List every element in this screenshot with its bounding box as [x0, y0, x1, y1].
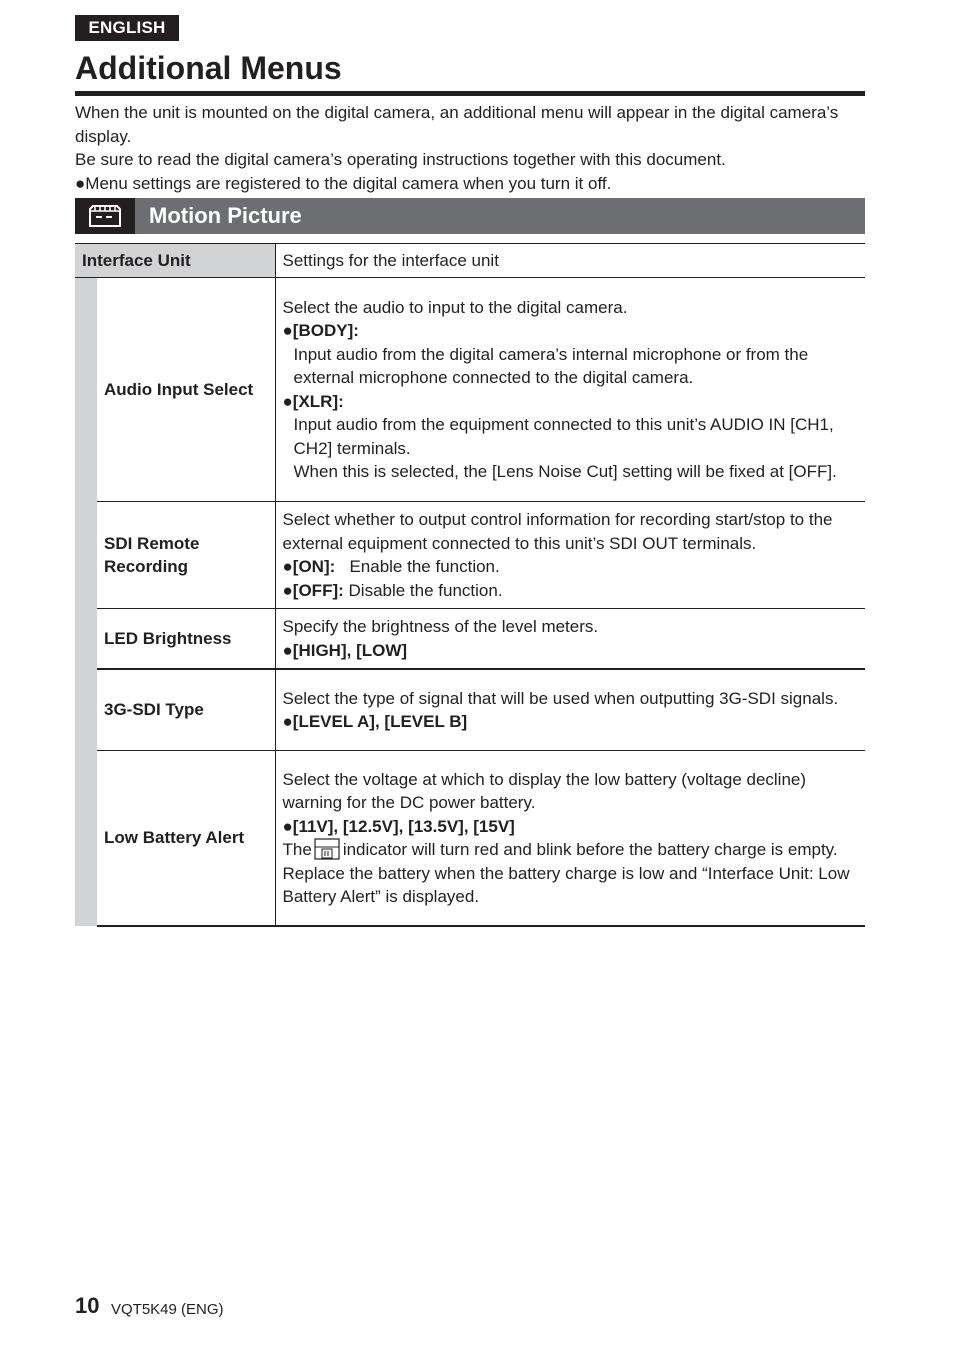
bullet: ●	[75, 173, 86, 193]
intro-line-1: When the unit is mounted on the digital camera, an additional menu will appear in the digital camera’s display.	[75, 103, 839, 146]
section-title: Motion Picture	[149, 203, 302, 228]
section-header-motion-picture	[75, 198, 865, 234]
menu-settings-table	[75, 243, 865, 927]
led-options-label: [HIGH], [LOW]	[292, 640, 408, 660]
audio-option-xlr-desc-1: Input audio from the equipment connected to this unit’s AUDIO IN [CH1, CH2] terminals.	[293, 415, 834, 458]
title-rule	[75, 91, 865, 96]
table-row-interface-unit	[75, 244, 865, 278]
menu-desc-low-battery-alert	[275, 751, 865, 927]
sdi-type-intro: Select the type of signal that will be used when outputting 3G-SDI signals.	[282, 688, 839, 708]
menu-item-low-battery-alert: Low Battery Alert	[97, 751, 275, 927]
sdi-type-options-label: [LEVEL A], [LEVEL B]	[292, 712, 468, 731]
audio-option-body-label: [BODY]:	[292, 321, 359, 340]
document-code: VQT5K49 (ENG)	[111, 1301, 224, 1318]
sdi-remote-option-off	[283, 579, 860, 603]
menu-item-audio-input-select: Audio Input Select	[97, 278, 275, 502]
intro-line-3	[75, 172, 865, 196]
language-badge: ENGLISH	[75, 15, 179, 41]
audio-option-body-desc: Input audio from the digital camera’s internal microphone or from the external microphone connected to the digital camera.	[293, 344, 809, 387]
sdi-type-options	[283, 710, 860, 734]
table-row-audio-input-select	[75, 278, 865, 502]
bullet: ●	[282, 580, 293, 600]
table-row-low-battery-alert	[75, 751, 865, 927]
menu-item-led-brightness: LED Brightness	[97, 609, 275, 670]
battery-intro: Select the voltage at which to display the low battery (voltage decline) warning for the DC power battery.	[282, 769, 807, 812]
indent-column	[75, 278, 97, 927]
battery-note	[283, 838, 860, 862]
table-row-sdi-remote-recording	[75, 502, 865, 609]
audio-intro: Select the audio to input to the digital camera.	[282, 297, 628, 317]
sdi-remote-intro: Select whether to output control information for recording start/stop to the external equipment connected to this unit’s SDI OUT terminals.	[282, 510, 833, 553]
sdi-remote-name-line-2: Recording	[104, 557, 189, 576]
intro-text	[75, 101, 865, 195]
audio-option-xlr	[283, 390, 860, 414]
menu-desc-sdi-remote-recording	[275, 502, 865, 609]
bullet: ●	[282, 557, 293, 576]
intro-line-2: Be sure to read the digital camera’s operating instructions together with this document.	[75, 150, 726, 169]
page-title: Additional Menus	[75, 50, 342, 86]
section-icon-box	[75, 198, 135, 234]
audio-option-xlr-desc-2: When this is selected, the [Lens Noise Cut] setting will be fixed at [OFF].	[293, 462, 837, 481]
menu-desc-led-brightness	[275, 609, 865, 670]
led-options	[283, 639, 860, 663]
page-number: 10	[75, 1293, 100, 1318]
sdi-remote-option-on-desc: Enable the function.	[349, 557, 500, 576]
menu-item-sdi-remote-recording	[97, 502, 275, 609]
audio-option-body	[283, 319, 860, 343]
battery-note-post: indicator will turn red and blink before the battery charge is empty.	[342, 840, 838, 859]
bullet: ●	[282, 816, 293, 836]
bullet: ●	[282, 391, 293, 411]
sdi-remote-name-line-1: SDI Remote	[104, 533, 200, 553]
menu-desc-3g-sdi-type	[275, 669, 865, 751]
sdi-remote-option-off-desc: Disable the function.	[348, 580, 503, 600]
led-intro: Specify the brightness of the level meters.	[282, 617, 599, 636]
interface-unit-indicator-icon	[314, 838, 340, 860]
sdi-remote-option-on	[283, 555, 860, 579]
bullet: ●	[282, 321, 293, 340]
table-row-3g-sdi-type	[75, 669, 865, 751]
battery-replace-note: Replace the battery when the battery charge is low and “Interface Unit: Low Battery Alert” is displayed.	[282, 863, 850, 906]
menu-item-3g-sdi-type: 3G-SDI Type	[97, 669, 275, 751]
battery-options-label: [11V], [12.5V], [13.5V], [15V]	[292, 816, 515, 836]
motion-picture-icon	[88, 203, 122, 229]
sdi-remote-option-on-label: [ON]:	[292, 557, 336, 576]
bullet: ●	[282, 712, 293, 731]
battery-note-pre: The	[282, 840, 312, 859]
audio-option-xlr-label: [XLR]:	[292, 391, 344, 411]
menu-desc-interface-unit: Settings for the interface unit	[275, 244, 865, 278]
table-row-led-brightness	[75, 609, 865, 670]
bullet: ●	[282, 640, 293, 660]
sdi-remote-option-off-label: [OFF]:	[292, 580, 344, 600]
intro-line-3-text: Menu settings are registered to the digital camera when you turn it off.	[85, 173, 612, 193]
battery-options	[283, 815, 860, 839]
menu-item-interface-unit: Interface Unit	[75, 244, 275, 278]
menu-desc-audio-input-select	[275, 278, 865, 502]
